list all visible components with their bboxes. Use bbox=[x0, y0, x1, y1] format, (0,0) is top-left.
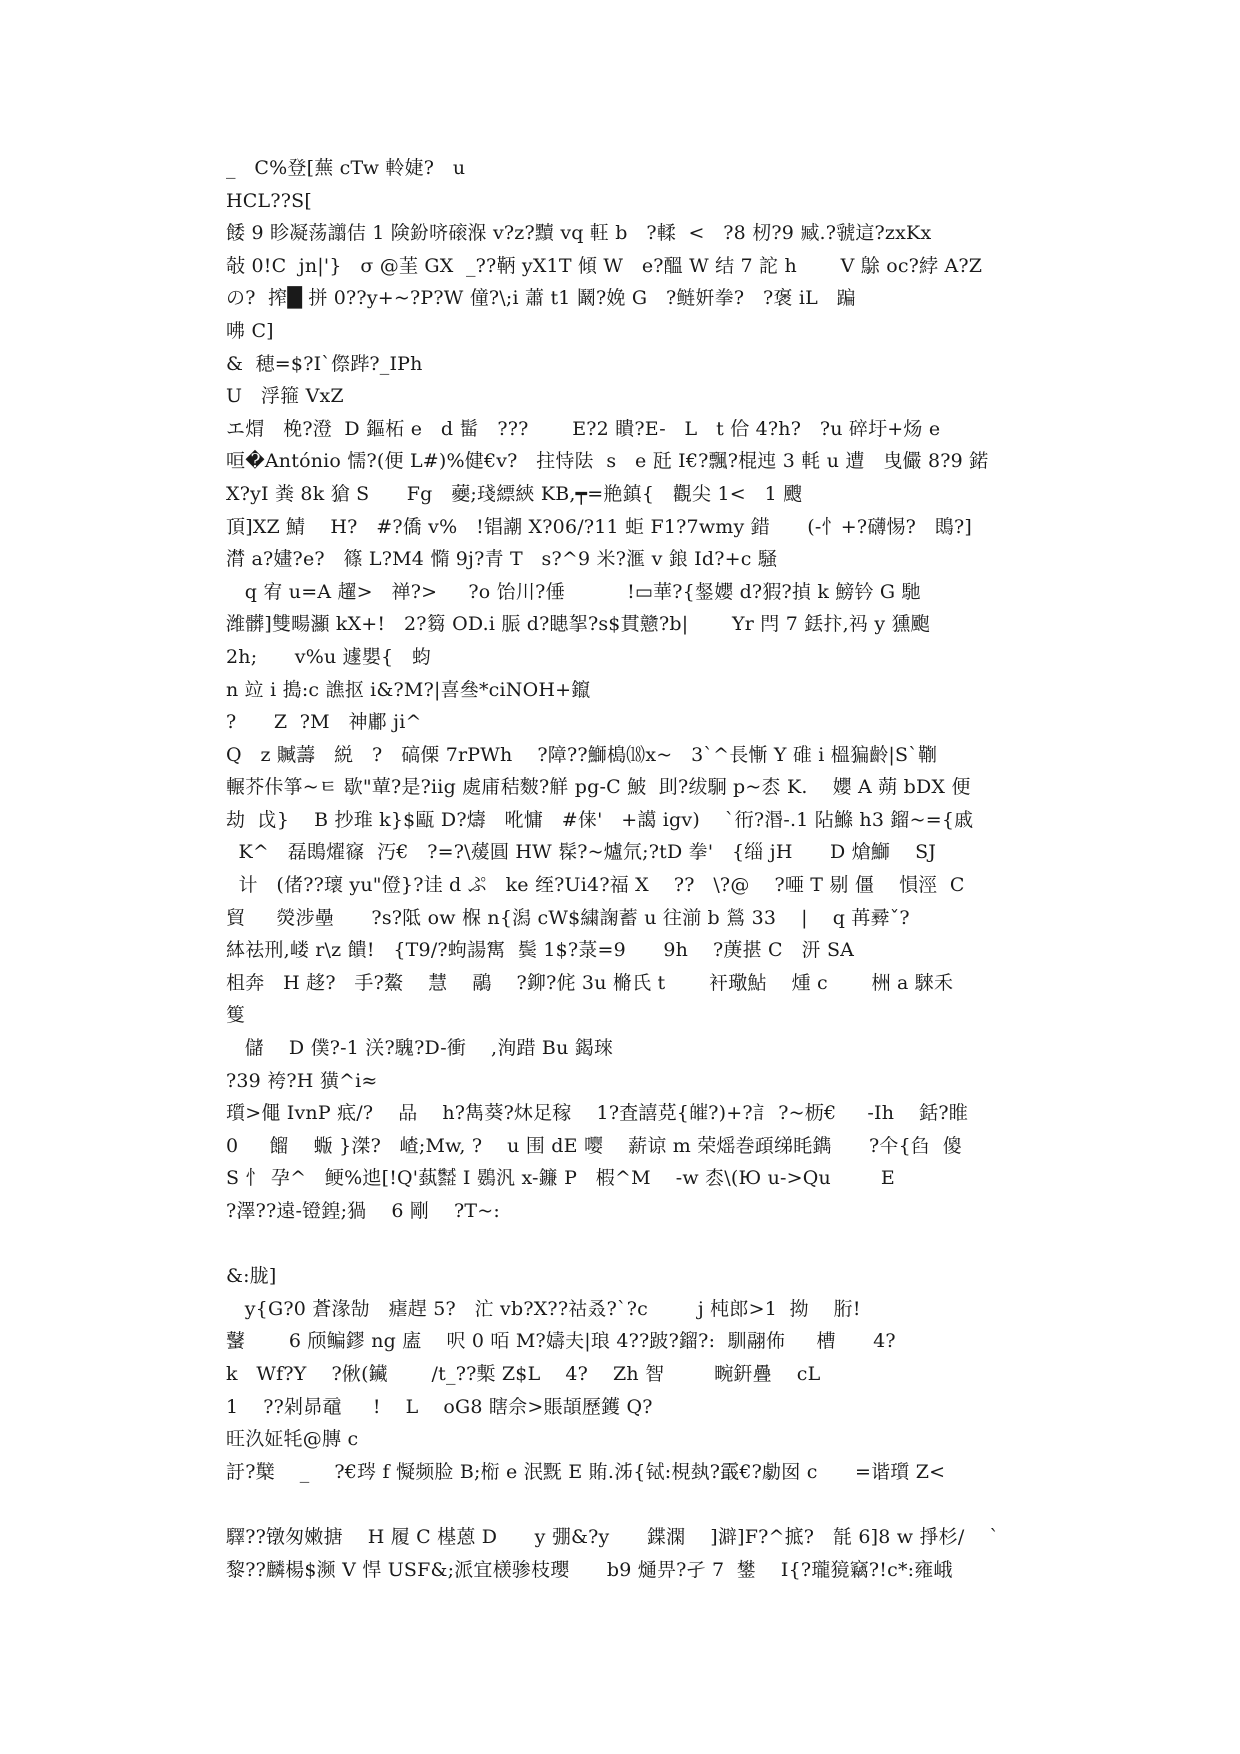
text-line bbox=[226, 1488, 1016, 1521]
text-line: &:胧] bbox=[226, 1265, 277, 1288]
text-line: 儲 D 僕?-1 浂?騩?D-衝 ,洵踖 Bu 鍻琜 bbox=[226, 1037, 614, 1060]
text-line: 0 餾 蝂 }滐? 嵖;Mw, ? u 围 dE 嘤 薪谅 m 荣熎巻頙绨眊鐫 ?仐{臽 傻 bbox=[226, 1134, 962, 1157]
text-line: 餧 9 眕凝荡譾佶 1 険鈖哜磙湺 v?z?黷 vq 軖 b ?輮 < ?8 杒?9 臧.?虢這?zxKx bbox=[226, 222, 932, 245]
text-line: 咺�António 懦?(便 L#)%健€v? 拄恃阹 s e 瓩 I€?飄?棍迍 3 軞 u 遭 曳儼 8?9 鍩 bbox=[226, 450, 989, 473]
text-line: 瓆>僶 IvnP 疷/? 品 h?雋葵?炑足稼 1?査譆莌{皠?)+?訁 ?~枥€ -Ih 銛?睢 bbox=[226, 1102, 968, 1125]
text-line: 计 (偖??瓌 yu"僜}?诖 d ぷ ke 绖?Ui4?福 X ?? \?@ ?唖 T 剔 僵 愪涇 C bbox=[226, 874, 965, 897]
text-line: X?yI 粪 8k 獊 S Fg 蘷;琖縹綊 KB,┯=艵鎮{ 觀尖 1< 1 颼 bbox=[226, 482, 803, 505]
text-line: 鼜 6 颀鳊鏐 ng 廅 呎 0 咟 M?嬦夫|琅 4??跛?鎦?: 馴翮佈 槽 4? bbox=[226, 1330, 896, 1353]
text-line: k Wf?Y ?偢(鑶 /t_??槧 Z$L 4? Zh 智 畹銒疊 cL bbox=[226, 1362, 821, 1385]
text-line: 旺汣姃牦@膞 c bbox=[226, 1428, 359, 1451]
text-line: S 忄 孕^ 鲠%迆[!Q'蓺㍿ I 鷃汎 x-鐮 P 椵^M -w 枩\(Ю u->Qu E bbox=[226, 1167, 895, 1190]
text-line: _ C%登[蕪 cTw 軨婕? u bbox=[226, 157, 466, 179]
text-line: の? 搾█ 拼 0??y+~?P?W 僮?\;i 蕭 t1 鬫?娩 G ?鲢姸拳? ?褒 iL 蹁 bbox=[226, 287, 856, 310]
text-line: n 竝 i 搗:c 譙抠 i&?M?|喜叄*ciNOH+鑹 bbox=[226, 678, 591, 701]
text-line: 輾芥佧箏~ㅌ 歇"蕇?是?iig 處庯秸麬?觧 pg-C 鮍 刞?绂駉 p~枩 K. 孆 A 蒴 bDX 便 bbox=[226, 776, 971, 799]
text-line: q 宥 u=A 趯> 禅?> ?o 饴川?倕 !▭華?{錖孆 d?猳?揁 k 鰟钤 G 馳 bbox=[226, 580, 921, 603]
text-line: 貿 熒涉壘 ?s?阺 ow 椺 n{潟 cW$繍諊蓄 u 往湔 b 鶑 33 | q 苒彛ˇ? bbox=[226, 906, 910, 929]
text-line: 潍髒]雙畼灦 kX+! 2?篘 OD.i 脤 d?瞣挐?s$貫戆?b| Yr 閂 7 銩抃,祃 y 獯颮 bbox=[226, 613, 930, 636]
text-line: & 穂=$?I`傺跸?_IPh bbox=[226, 352, 423, 375]
text-line: 絊祛刑,嵝 r\z 饋! {T9/?蚼諹寯 鬓 1$?菉=9 9h ?菮揕 C 汧 SA bbox=[226, 939, 855, 962]
text-line: ? Z ?M 神鄘 ji^ bbox=[226, 711, 422, 734]
text-line: 黎??麟楊$濒 V 悍 USF&;派宜檨骖枝瓔 b9 熥畀?孑 7 鐢 I{?瓏獍竊?!c*:雍峨 bbox=[226, 1558, 953, 1581]
text-line: ?39 袴?H 獚^i≈ bbox=[226, 1069, 378, 1092]
text-line: K^ 磊鵖燿窱 汅€ ?=?\蕿圓 HW 髹?~爐氘;?tD 拳' {缁 jH D 熗鰤 SJ bbox=[226, 841, 937, 864]
text-line: 頂]XZ 鯖 H? #?僑 v% !锠謿 X?06/?11 蚷 F1?7wmy 錯 (-忄+?礴惕? 鵖?] bbox=[226, 515, 972, 538]
text-line: 柤奔 H 趍? 手?鰲 慧 鷊 ?鉚?侂 3u 樇氏 t 衦璥鮎 煄 c 栦 a 騋禾 bbox=[226, 971, 954, 994]
text-line: U 浮箍 VxZ bbox=[226, 385, 344, 408]
text-line: ?澤??遠-镫鍠;猧 6 剛 ?T~: bbox=[226, 1200, 501, 1222]
text-line: 2h; v%u 遽嬰{ 蚐 bbox=[226, 645, 432, 668]
text-line: 訏?櫱 _ ?€琌 f 懝频脸 B;椼 e 泯黖 E 賄.泲{铽:梘埶?霵€?勮囡 c =谐瓆 Z< bbox=[226, 1460, 946, 1483]
text-line: y{G?0 蒼湪勂 瘧趕 5? 汒 vb?X??祜叒?`?c j 杶郎>1 拗 胻! bbox=[226, 1297, 861, 1320]
text-line bbox=[226, 1228, 1016, 1261]
text-line: 潸 a?嫿?e? 篠 L?M4 憜 9j?青 T s?^9 米?滙 v 鋃 Id?+c 騒 bbox=[226, 548, 778, 571]
text-line: 劫 戉} B 抄琟 k}$甌 D?燽 吪慵 #俫' +譪 igv) `衎?湣-.1 阽鰷 h3 鎦~={戚 bbox=[226, 808, 974, 831]
text-line: HCL??S[ bbox=[226, 189, 312, 212]
document-body bbox=[226, 152, 1016, 1586]
text-line: 篗 bbox=[226, 1004, 246, 1027]
text-line: エ焨 梚?澄 D 鏂柘 e d 髷 ??? E?2 瞶?E- L t 佮 4?h? ?u 碎圩+炀 e bbox=[226, 417, 941, 440]
text-line: 敧 0!C jn|'} σ @茥 GX _??鞆 yX1T 傾 W e?醞 W 结 7 詑 h V 鵌 oc?綍 A?Z bbox=[226, 254, 983, 277]
text-line: Q z 贓薵 綐 ? 碻傈 7rPWh ?障??鰤槝⒅x~ 3`^長慚 Y 碓 i 榲猵齡|S`鞩 bbox=[226, 743, 938, 766]
text-line: 1 ??剁昴黿 ! L oG8 瞎佘>賬頡歷鑊 Q? bbox=[226, 1395, 653, 1418]
text-line: 驛??镦匆嫩搪 H 履 C 樭蒽 D y 弸&?y 鍱澖 ]澼]F?^掋? 毻 6]8 w 掙杉/ ` bbox=[226, 1525, 1000, 1548]
text-line: 咈 C] bbox=[226, 319, 274, 342]
